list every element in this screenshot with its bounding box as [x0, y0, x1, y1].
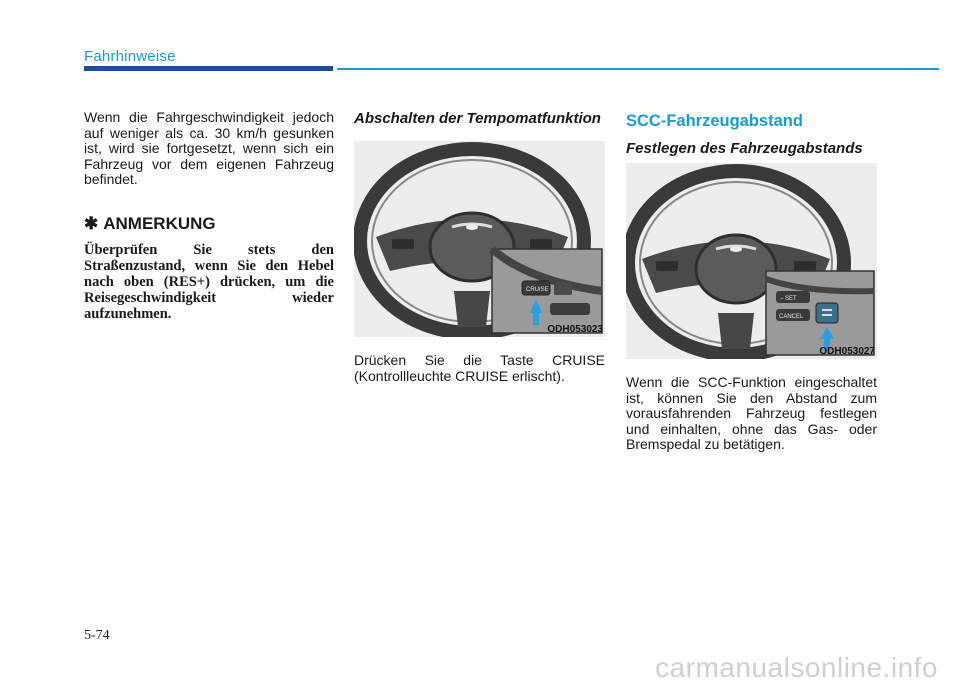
figure-code: ODH053023	[547, 324, 603, 335]
watermark: carmanualsonline.info	[655, 652, 938, 683]
header-rule-light	[337, 68, 939, 70]
cruise-button-zoom-inset	[354, 141, 605, 337]
note-heading	[84, 214, 334, 234]
cruise-off-heading: Abschalten der Tempomatfunktion	[354, 110, 601, 127]
note-heading-label: ANMERKUNG	[103, 213, 216, 233]
scc-distance-paragraph: Wenn die SCC-Funktion eingeschaltet ist, können Sie den Abstand zum vorausfahrenden Fahrzeug festlegen und einhalten, ohne das Gas- oder Bremspedal zu betätigen.	[626, 374, 877, 452]
cancel-button-label: CANCEL	[779, 314, 804, 320]
figure-code: ODH053027	[819, 346, 875, 357]
note-text: Überprüfen Sie stets den Straßenzustand, wenn Sie den Hebel nach oben (RES+) drücken, um die Reisegeschwindigkeit wieder aufzunehmen.	[84, 241, 334, 322]
steering-wheel-figure-cruise	[354, 141, 605, 337]
cruise-off-paragraph: Drücken Sie die Taste CRUISE (Kontrollleuchte CRUISE erlischt).	[354, 352, 605, 384]
page-number: 5-74	[84, 628, 110, 643]
set-button-label: – SET	[780, 296, 797, 302]
header-rule-dark	[84, 66, 333, 71]
column-2	[354, 110, 605, 384]
column-1	[84, 110, 334, 322]
cruise-button-label: CRUISE	[526, 287, 549, 293]
distance-button-zoom-inset	[626, 163, 877, 359]
scc-distance-heading: SCC-Fahrzeugabstand	[626, 112, 803, 130]
column-3	[626, 110, 877, 453]
scc-distance-subheading: Festlegen des Fahrzeugabstands	[626, 140, 863, 157]
asterisk-icon: ✱	[84, 213, 99, 233]
steering-wheel-figure-distance	[626, 163, 877, 359]
section-title: Fahrhinweise	[84, 48, 176, 65]
intro-paragraph: Wenn die Fahrgeschwindigkeit jedoch auf weniger als ca. 30 km/h gesunken ist, wird sie fortgesetzt, wenn sich ein Fahrzeug vor dem eigenen Fahrzeug befindet.	[84, 109, 334, 187]
